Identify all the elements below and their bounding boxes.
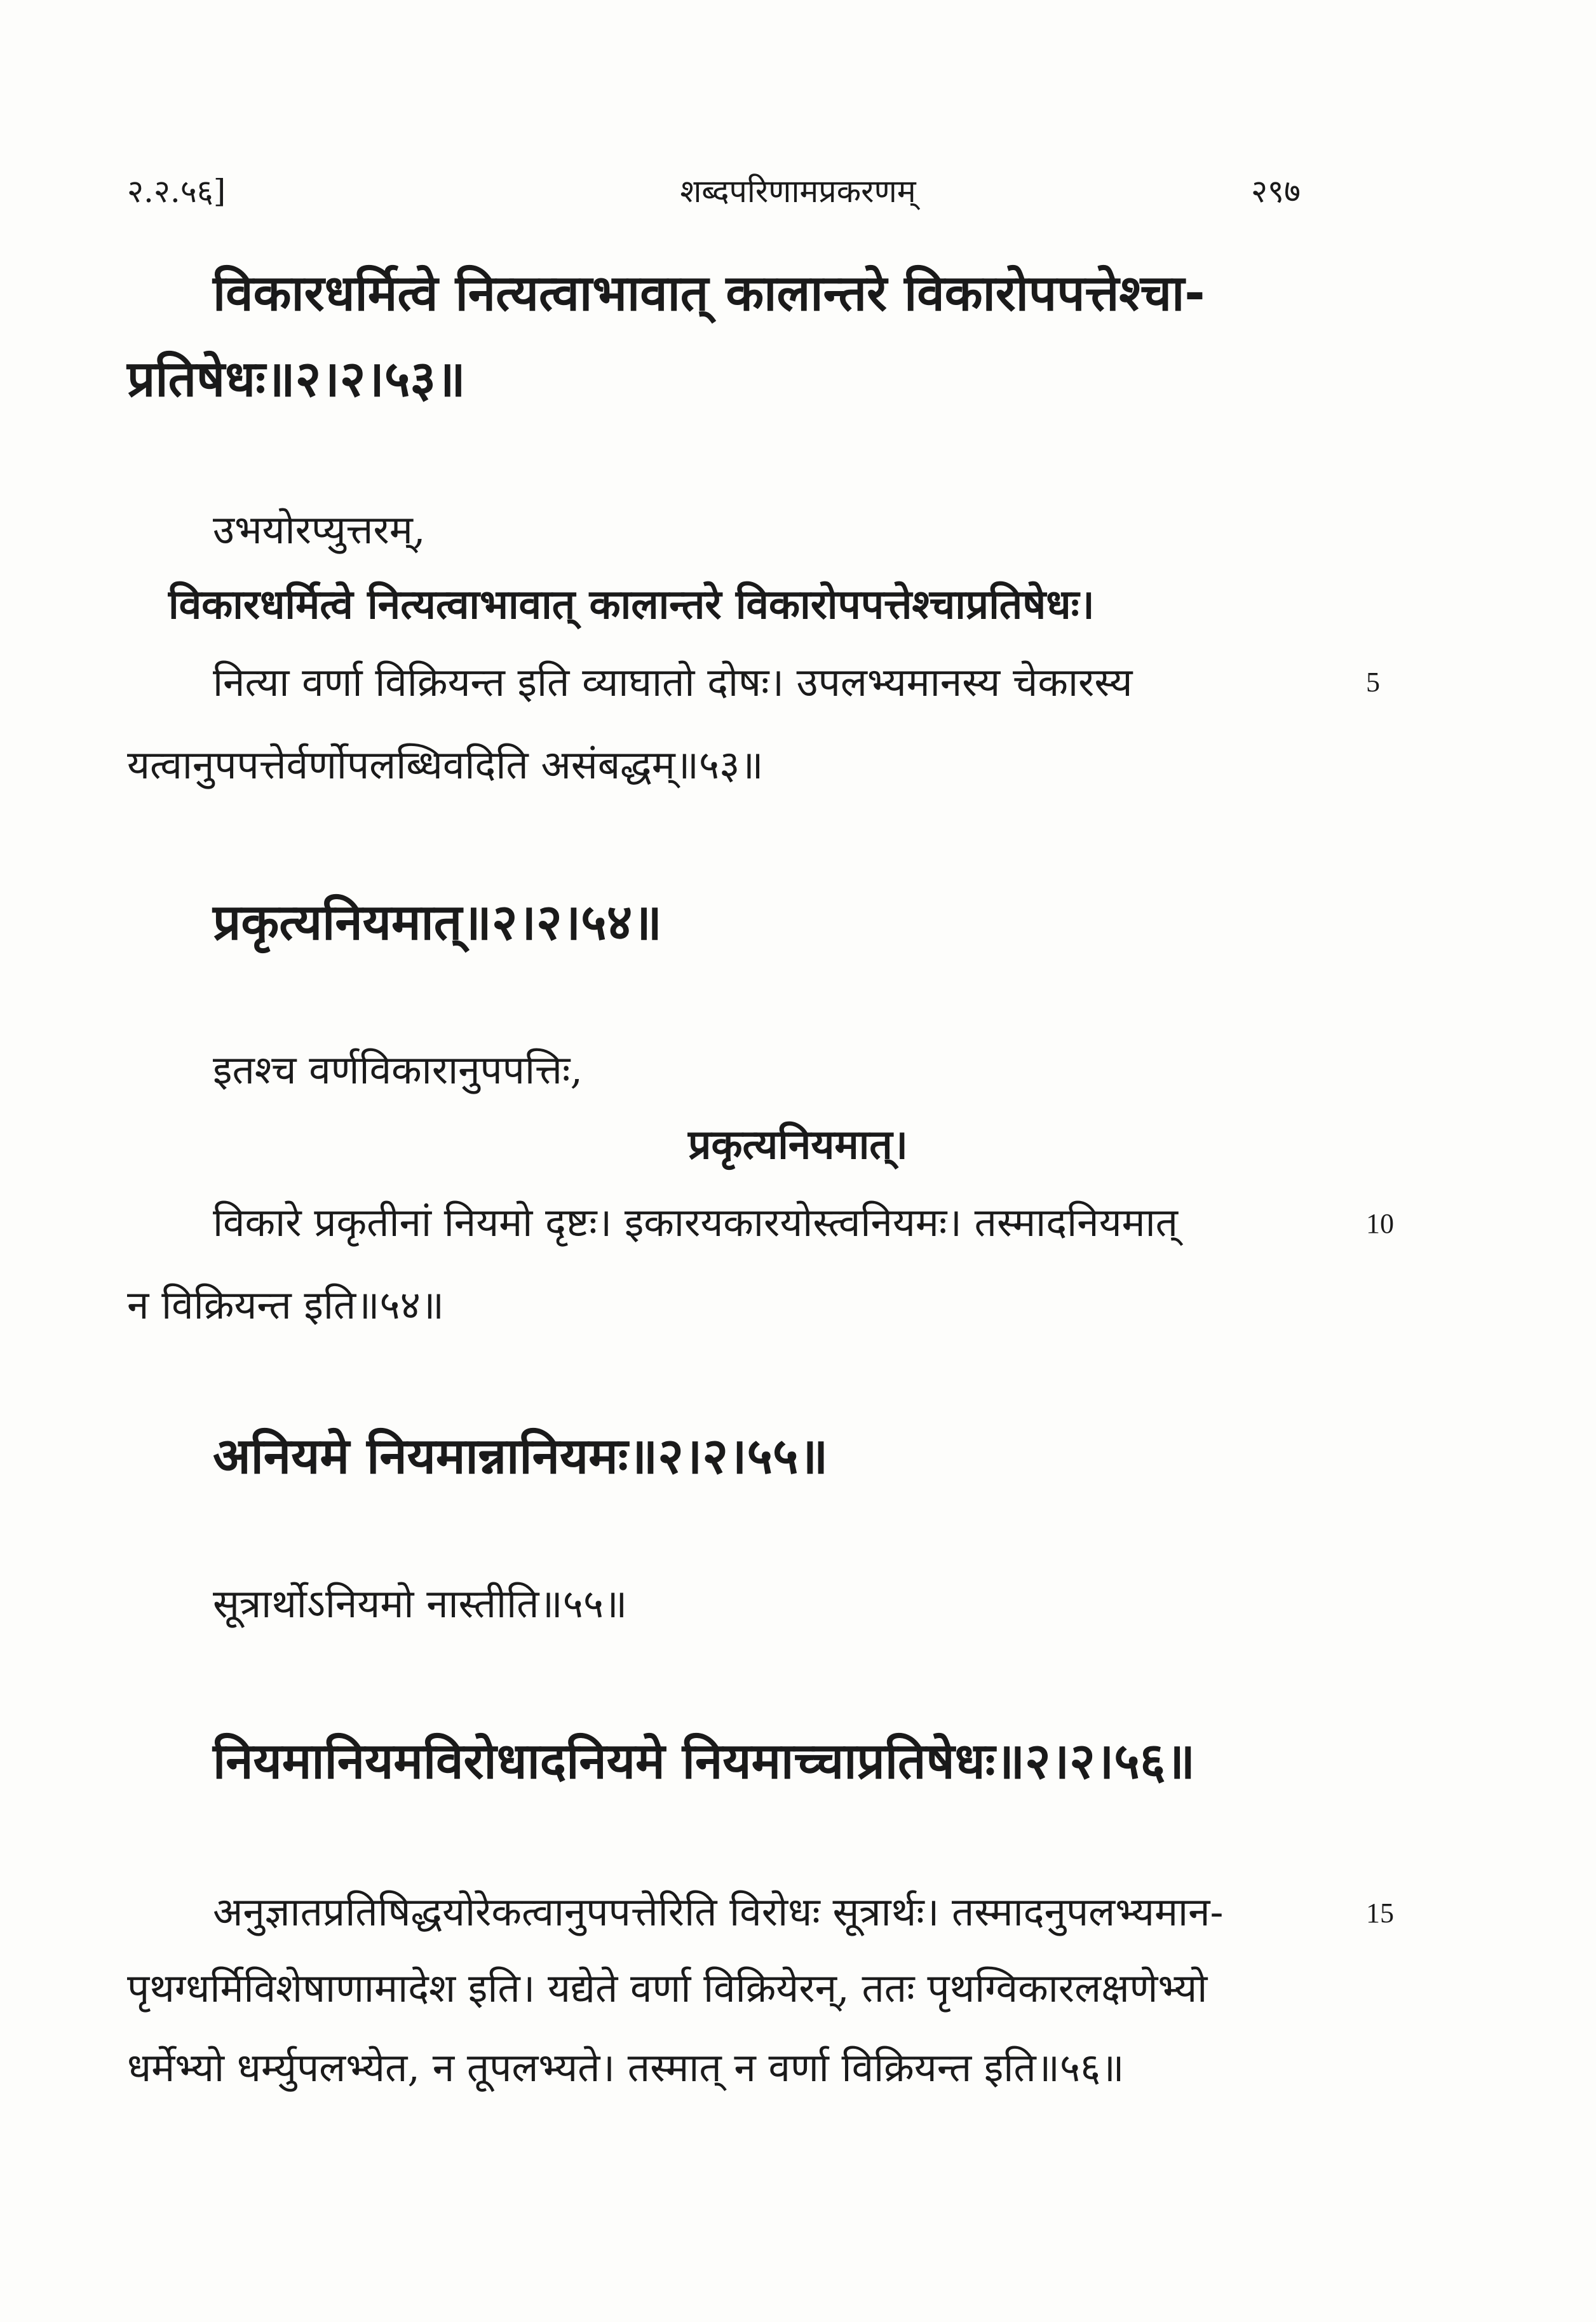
page-number: २९७ (1251, 173, 1301, 210)
sutra-54-title: प्रकृत्यनियमात्॥२।२।५४॥ (213, 894, 662, 951)
sutra-56-title: नियमानियमविरोधादनियमे नियमाच्चाप्रतिषेधः॥२।२।५६॥ (213, 1733, 1196, 1790)
sutra-55-title: अनियमे नियमान्नानियमः॥२।२।५५॥ (213, 1428, 828, 1485)
sutra-54-commentary-line2: न विक्रियन्त इति॥५४॥ (127, 1282, 445, 1328)
sutra-55-commentary: सूत्रार्थोऽनियमो नास्तीति॥५५॥ (213, 1580, 628, 1627)
line-number-15: 15 (1366, 1898, 1394, 1929)
sutra-53-title-line1: विकारधर्मित्वे नित्यत्वाभावात् कालान्तरे विकारोपपत्तेश्चा- (213, 265, 1205, 322)
sutra-56-commentary-line1: अनुज्ञातप्रतिषिद्धयोरेकत्वानुपपत्तेरिति विरोधः सूत्रार्थः। तस्मादनुपलभ्यमान- (213, 1889, 1224, 1935)
sutra-56-commentary-line3: धर्मेभ्यो धर्म्युपलभ्येत, न तूपलभ्यते। तस्मात् न वर्णा विक्रियन्त इति॥५६॥ (127, 2044, 1125, 2091)
sutra-54-quote: प्रकृत्यनियमात्। (687, 1122, 909, 1169)
sutra-53-title-line2: प्रतिषेधः॥२।२।५३॥ (127, 351, 466, 408)
line-number-10: 10 (1366, 1208, 1394, 1239)
sutra-53-quote: विकारधर्मित्वे नित्यत्वाभावात् कालान्तरे विकारोपपत्तेश्चाप्रतिषेधः। (168, 581, 1095, 628)
sutra-54-intro: इतश्च वर्णविकारानुपपत्तिः, (213, 1047, 583, 1093)
line-number-5: 5 (1366, 667, 1380, 698)
sutra-53-intro: उभयोरप्युत्तरम्, (213, 506, 426, 553)
running-title: शब्दपरिणामप्रकरणम् (680, 173, 916, 210)
sutra-53-commentary-line2: यत्वानुपपत्तेर्वर्णोपलब्धिवदिति असंबद्धम्॥५३॥ (127, 742, 764, 788)
sutra-54-commentary-line1: विकारे प्रकृतीनां नियमो दृष्टः। इकारयकारयोस्त्वनियमः। तस्मादनियमात् (213, 1199, 1179, 1246)
section-reference: २.२.५६] (127, 173, 226, 210)
sutra-56-commentary-line2: पृथग्धर्मिविशेषाणामादेश इति। यद्येते वर्णा विक्रियेरन्, ततः पृथग्विकारलक्षणेभ्यो (127, 1965, 1208, 2011)
sutra-53-commentary-line1: नित्या वर्णा विक्रियन्त इति व्याघातो दोषः। उपलभ्यमानस्य चेकारस्य (213, 659, 1133, 705)
